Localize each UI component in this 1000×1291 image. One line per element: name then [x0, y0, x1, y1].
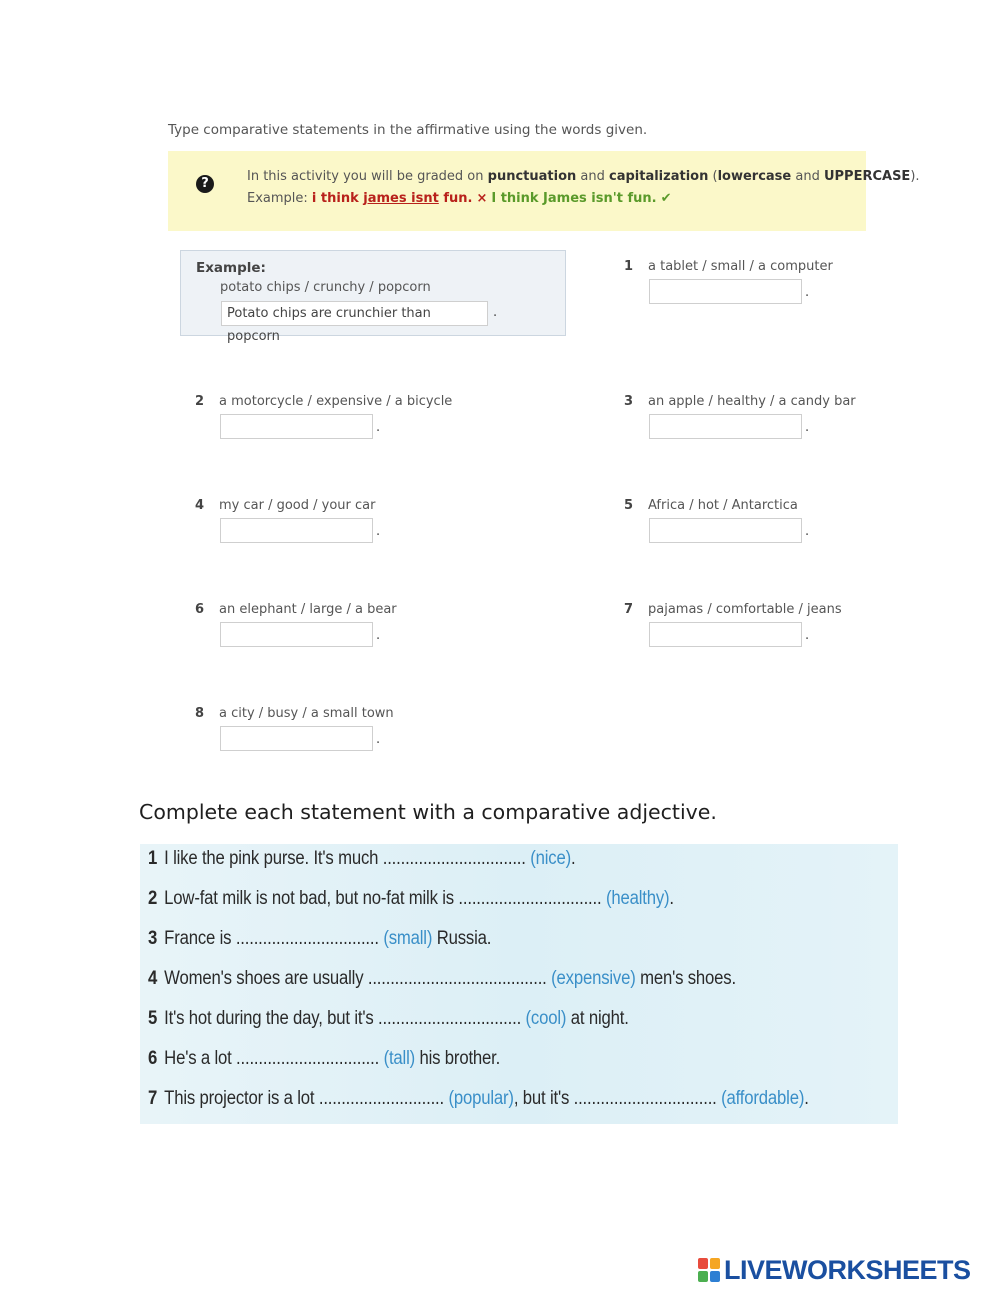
grading-notice [168, 151, 920, 231]
notice-line-1: In this activity you will be graded on punctuation and capitalization (lowercase and UPPERCASE). [247, 169, 920, 184]
item-words: a motorcycle / expensive / a bicycle [219, 394, 453, 409]
example-words: potato chips / crunchy / popcorn [220, 280, 431, 295]
sentence: 3 France is ................................ (small) Russia. [148, 928, 492, 949]
item-words: my car / good / your car [219, 498, 376, 513]
logo-badge-tile [698, 1271, 708, 1282]
sentence: 7 This projector is a lot ............................ (popular), but it's ................................ (affordable). [148, 1088, 809, 1109]
item-words: pajamas / comfortable / jeans [648, 602, 842, 617]
example-answer: Potato chips are crunchier than popcorn [221, 301, 488, 326]
item-period: . [805, 285, 810, 300]
item-period: . [376, 732, 381, 747]
answer-input[interactable] [220, 518, 373, 543]
item-number: 3 [624, 394, 634, 409]
item-words: an elephant / large / a bear [219, 602, 397, 617]
sentence: 4 Women's shoes are usually ........................................ (expensive) men's shoes. [148, 968, 736, 989]
section-heading: Complete each statement with a comparative adjective. [139, 800, 717, 824]
logo-badge-tile [698, 1258, 708, 1269]
item-words: a city / busy / a small town [219, 706, 394, 721]
item-words: Africa / hot / Antarctica [648, 498, 798, 513]
item-number: 5 [624, 498, 634, 513]
item-number: 1 [624, 259, 634, 274]
example-title: Example: [196, 260, 266, 276]
wrong-example: i think james isnt fun. [311, 191, 473, 206]
checkmark-icon: ✔ [660, 191, 672, 206]
sentence: 6 He's a lot ................................ (tall) his brother. [148, 1048, 501, 1069]
item-number: 2 [195, 394, 205, 409]
answer-input[interactable] [220, 622, 373, 647]
item-period: . [805, 628, 810, 643]
item-number: 7 [624, 602, 634, 617]
question-circle-icon: ? [196, 175, 214, 193]
instruction-text: Type comparative statements in the affirmative using the words given. [168, 122, 648, 138]
item-period: . [805, 420, 810, 435]
example-box [180, 250, 566, 344]
item-words: a tablet / small / a computer [648, 259, 833, 274]
logo-text: LIVEWORKSHEETS [724, 1255, 971, 1285]
logo-badge-tile [710, 1271, 720, 1282]
answer-input[interactable] [649, 279, 802, 304]
answer-input[interactable] [220, 726, 373, 751]
right-example: I think James isn't fun. [491, 191, 657, 206]
item-period: . [805, 524, 810, 539]
item-period: . [376, 420, 381, 435]
item-number: 6 [195, 602, 205, 617]
answer-input[interactable] [649, 622, 802, 647]
liveworksheets-logo[interactable] [698, 1256, 994, 1284]
wrong-mark-icon: × [476, 191, 488, 206]
item-period: . [376, 628, 381, 643]
sentence: 5 It's hot during the day, but it's ................................ (cool) at night. [148, 1008, 629, 1029]
answer-input[interactable] [220, 414, 373, 439]
item-words: an apple / healthy / a candy bar [648, 394, 856, 409]
item-number: 4 [195, 498, 205, 513]
logo-badge-tile [710, 1258, 720, 1269]
sentence: 2 Low-fat milk is not bad, but no-fat milk is ................................ (healthy). [148, 888, 674, 909]
answer-input[interactable] [649, 518, 802, 543]
item-period: . [376, 524, 381, 539]
example-period: . [493, 305, 498, 320]
item-number: 8 [195, 706, 205, 721]
answer-input[interactable] [649, 414, 802, 439]
sentence: 1 I like the pink purse. It's much ................................ (nice). [148, 848, 576, 869]
textbook-exercise-panel [140, 844, 898, 1124]
notice-line-2: Example: i think james isnt fun. × I think James isn't fun. ✔ [247, 191, 672, 206]
logo-badge-icon [698, 1258, 720, 1282]
